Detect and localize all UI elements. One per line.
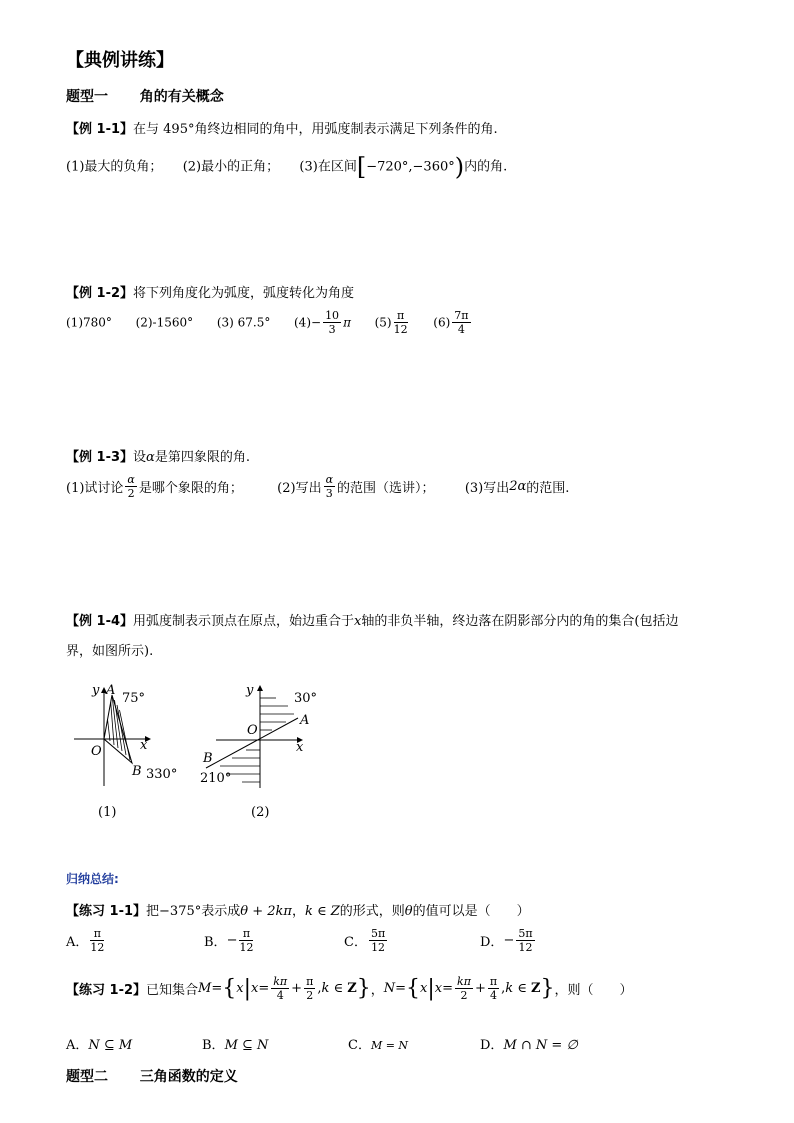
fig1-a-label: A [106, 683, 116, 698]
option-d[interactable] [480, 1034, 578, 1053]
fig1-y-label: y [92, 683, 100, 698]
item-4-prefix: (4)− [294, 315, 322, 330]
alpha-symbol: α [146, 450, 155, 465]
item-5-denominator: 12 [393, 323, 408, 336]
part-3-prefix: (3)写出 [464, 481, 510, 496]
option-label: D． [480, 935, 504, 950]
practice-condition: k ∈ Z [304, 904, 340, 919]
practice-tag: 【练习 1-2】 [66, 983, 147, 998]
part-2-prefix: (2)写出 [277, 481, 322, 496]
example-text-prefix: 设 [133, 450, 147, 465]
part-1-prefix: (1)试讨论 [66, 481, 124, 496]
example-1-3 [66, 446, 250, 465]
interval-paren: ) [454, 153, 465, 181]
option-label: C． [344, 935, 367, 950]
summary-label: 归纳总结: [66, 872, 119, 886]
fig1-caption: (1) [98, 805, 117, 820]
item-6-numerator: 7π [454, 309, 469, 322]
part-1-numerator: α [127, 473, 135, 486]
fig1-x-label: x [140, 738, 148, 753]
option-denominator: 12 [518, 941, 533, 954]
option-expression: M = N [370, 1039, 409, 1052]
item-5-prefix: (5) [374, 315, 392, 330]
item-4-denominator: 3 [328, 323, 336, 336]
fig2-b-label: B [203, 751, 213, 766]
part-3-suffix: 的范围. [526, 481, 570, 496]
option-sign: − [503, 933, 515, 948]
example-tag: 【例 1-2】 [66, 286, 134, 301]
option-expression: M ⊆ N [224, 1038, 269, 1053]
option-label: A． [66, 935, 89, 950]
practice-text-1: 已知集合 [146, 983, 199, 998]
example-1-2-items [66, 310, 473, 335]
set-m-den2: 2 [306, 989, 314, 1002]
example-text: 在与 495°角终边相同的角中，用弧度制表示满足下列条件的角. [133, 122, 498, 137]
option-sign: − [226, 933, 238, 948]
section-label: 题型二 [66, 1069, 108, 1085]
option-label: B． [204, 935, 227, 950]
set-m-close-brace: } [356, 976, 371, 1001]
set-m-divider: | [243, 976, 252, 1001]
set-n-open-brace: { [406, 976, 421, 1001]
fig1-angle-b: 330° [146, 767, 178, 782]
fig2-angle-b: 210° [200, 771, 232, 786]
option-c[interactable] [344, 928, 389, 953]
option-label: B． [202, 1038, 225, 1053]
practice-text-3: 的形式，则 [339, 904, 405, 919]
set-m: M [198, 981, 212, 996]
practice-tag: 【练习 1-1】 [66, 904, 147, 919]
example-text: 将下列角度化为弧度，弧度转化为角度 [133, 286, 355, 301]
interval-values: −720°,−360° [366, 159, 455, 175]
option-d[interactable] [480, 928, 537, 953]
option-label: D． [480, 1038, 504, 1053]
section-title-2 [66, 1066, 238, 1086]
practice-1-2-options [66, 1034, 666, 1052]
practice-angle: −375° [159, 904, 202, 919]
set-n: N [383, 981, 396, 996]
option-denominator: 12 [371, 941, 386, 954]
item-1: (1)780° [66, 315, 112, 330]
item-6 [433, 309, 472, 336]
section-name: 角的有关概念 [139, 89, 224, 105]
practice-1-1-options [66, 928, 666, 962]
fig1-angle-a: 75° [122, 691, 146, 706]
fig2-hatching-top [260, 698, 294, 730]
set-m-open-brace: { [222, 976, 237, 1001]
option-b[interactable] [202, 1034, 268, 1053]
example-1-1 [66, 118, 498, 137]
example-1-2 [66, 282, 354, 301]
part-2-suffix: 的范围（选讲）； [337, 481, 435, 496]
option-numerator: 5π [370, 927, 386, 940]
theta-symbol: θ [404, 904, 413, 919]
option-denominator: 12 [90, 941, 105, 954]
set-n-divider: | [427, 976, 435, 1001]
section-name: 三角函数的定义 [139, 1069, 238, 1085]
item-6-denominator: 4 [457, 323, 465, 336]
fig2-y-label: y [246, 683, 254, 698]
option-numerator: π [239, 928, 253, 941]
set-m-den1: 4 [276, 989, 284, 1002]
practice-1-1: 【练习 1-1】把−375°表示成θ + 2kπ，k ∈ Z的形式，则θ的值可以是（ ） [66, 904, 530, 919]
part-2-numerator: α [325, 473, 334, 486]
option-label: A． [66, 1038, 89, 1053]
example-text-2: 轴的非负半轴，终边落在阴影部分内的角的集合(包括边 [361, 614, 679, 629]
set-n-close-brace: } [540, 976, 555, 1001]
example-text-suffix: 是第四象限的角. [154, 450, 250, 465]
item-4-numerator: 10 [325, 309, 340, 322]
item-5 [374, 309, 414, 336]
figure-1 [74, 683, 177, 820]
item-5-numerator: π [394, 310, 408, 323]
option-b[interactable] [204, 928, 255, 953]
fig2-a-label: A [300, 713, 310, 728]
example-tag: 【例 1-4】 [66, 614, 134, 629]
fig2-caption: (2) [251, 805, 270, 820]
section-title-1 [66, 86, 224, 106]
x-axis-symbol: x [354, 614, 362, 629]
option-label: C． [348, 1038, 371, 1053]
example-tag: 【例 1-1】 [66, 122, 134, 137]
fig2-origin: O [247, 723, 258, 738]
option-denominator: 12 [239, 941, 254, 954]
part-3-suffix: 内的角. [464, 159, 508, 175]
option-expression: N ⊆ M [88, 1038, 133, 1053]
option-expression: M ∩ N = ∅ [503, 1038, 578, 1053]
part-1: (1)最大的负角； [66, 159, 163, 175]
item-4-pi: π [343, 315, 351, 330]
option-a[interactable] [66, 928, 106, 953]
item-6-prefix: (6) [433, 315, 451, 330]
part-2-denominator: 3 [325, 487, 333, 500]
item-4 [294, 309, 355, 336]
practice-text-2: ，则（ ） [554, 983, 633, 998]
example-1-4 [66, 610, 678, 629]
set-m-num1: kπ [273, 975, 288, 988]
fig1-b-label: B [132, 764, 142, 779]
set-n-den2: 4 [489, 989, 497, 1002]
item-2: (2)-1560° [135, 315, 194, 330]
example-1-3-parts [66, 474, 569, 499]
fig2-x-label: x [296, 740, 304, 755]
example-1-4-line2: 界，如图所示). [66, 644, 154, 659]
option-numerator: π [90, 928, 104, 941]
figure-2 [200, 683, 317, 820]
practice-text-2: 表示成 [201, 904, 241, 919]
section-label: 题型一 [66, 89, 108, 105]
example-text-1: 用弧度制表示顶点在原点，始边重合于 [133, 614, 355, 629]
example-1-1-parts [66, 153, 507, 181]
practice-text-1: 把 [146, 904, 160, 919]
option-a[interactable] [66, 1034, 132, 1053]
example-tag: 【例 1-3】 [66, 450, 134, 465]
option-numerator: 5π [518, 927, 533, 940]
set-n-den1: 2 [460, 989, 468, 1002]
part-1-denominator: 2 [127, 487, 135, 500]
practice-text-4: 的值可以是（ ） [412, 904, 530, 919]
part-3-expression: 2α [509, 479, 527, 494]
interval-bracket: [ [356, 153, 367, 181]
fig2-angle-a: 30° [294, 691, 318, 706]
option-c[interactable] [348, 1034, 408, 1053]
part-1-suffix: 是哪个象限的角； [138, 481, 243, 496]
practice-form: θ + 2kπ [240, 904, 292, 919]
set-m-num2: π [306, 975, 314, 988]
item-3: (3) 67.5° [216, 315, 271, 330]
fig1-origin: O [91, 744, 102, 759]
page-heading: 【典例讲练】 [66, 50, 174, 71]
part-3-prefix: (3)在区间 [299, 159, 357, 175]
part-2: (2)最小的正角； [182, 159, 280, 175]
set-n-num1: kπ [457, 975, 471, 988]
practice-1-2: 【练习 1-2】已知集合M={x|x= $\frac{k\pi}{4}$ + $\frac{\pi}{2}$ ,k ∈ Z}，N={x|x= $\frac{k\pi}{2}$ + $\frac{\pi}{4}$ ,k ∈ Z}，则（ ） [66, 975, 633, 1002]
figures [66, 678, 326, 828]
set-n-num2: π [489, 975, 498, 988]
